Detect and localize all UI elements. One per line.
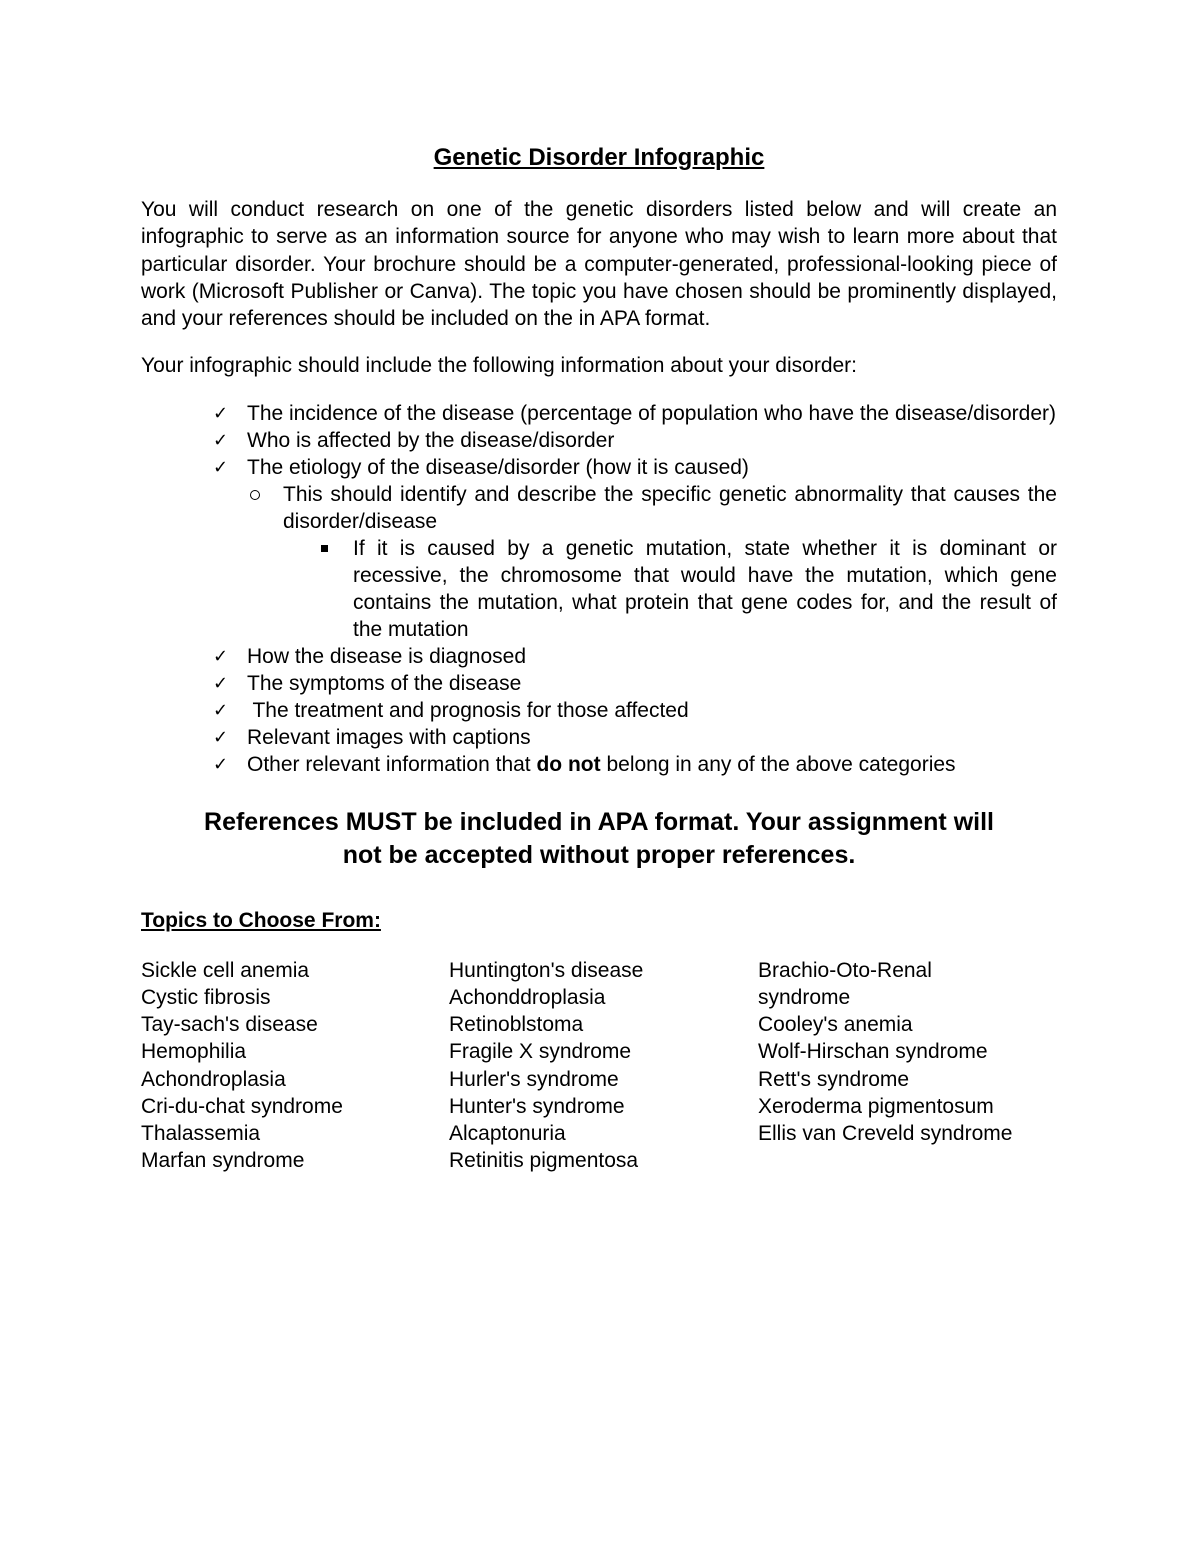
topic-item: Rett's syndrome	[758, 1067, 910, 1091]
checklist-item-text: Who is affected by the disease/disorder	[247, 428, 615, 452]
topic-item: Sickle cell anemia	[141, 958, 310, 982]
topic-item: Alcaptonuria	[449, 1122, 566, 1145]
topic-item: Hurler's syndrome	[449, 1067, 619, 1091]
checklist-item-text	[247, 751, 1057, 778]
references-warning	[141, 806, 1057, 872]
check-icon: ✓	[213, 699, 229, 721]
requirements-checklist	[141, 400, 1057, 778]
topic-item: Achondroplasia	[141, 1067, 286, 1091]
check-icon: ✓	[213, 456, 229, 478]
checklist-item	[141, 724, 1057, 751]
topic-item: Cri-du-chat syndrome	[141, 1094, 343, 1118]
sub-sub-list	[283, 535, 1057, 643]
topics-column-1	[141, 957, 431, 1175]
checklist-item-text: The incidence of the disease (percentage of population who have the disease/disorder)	[247, 401, 1057, 425]
checklist-item	[141, 454, 1057, 643]
checklist-item-text: How the disease is diagnosed	[247, 644, 527, 668]
check-icon: ✓	[213, 726, 229, 748]
topic-item: Marfan syndrome	[141, 1149, 305, 1173]
warning-line-1: References MUST be included in APA format. Your assignment will	[204, 807, 994, 836]
topic-item: Thalassemia	[141, 1122, 261, 1145]
checklist-item	[141, 751, 1057, 778]
check-icon: ✓	[213, 753, 229, 775]
topic-item: Hemophilia	[141, 1040, 247, 1064]
topic-item: Cystic fibrosis	[141, 985, 271, 1009]
intro-paragraph: You will conduct research on one of the genetic disorders listed below and will create an infographic to serve as an information source for anyone who may wish to learn more about that particular disorder. Your brochure should be a computer-generated, professional-looking piece of work (Microsoft Publisher or Canva). The topic you have chosen should be prominently displayed, and your references should be included on the in APA format.	[141, 198, 1057, 331]
topic-item: Hunter's syndrome	[449, 1094, 625, 1118]
checklist-item	[141, 427, 1057, 454]
sub-list-item	[247, 481, 1057, 643]
topic-item: Achonddroplasia	[449, 985, 606, 1009]
text-after: belong in any of the above categories	[600, 752, 956, 776]
topic-item: Retinoblstoma	[449, 1013, 584, 1037]
topic-item: Xeroderma pigmentosum	[758, 1094, 994, 1118]
topic-item: Retinitis pigmentosa	[449, 1149, 639, 1173]
text-before: Other relevant information that	[247, 752, 537, 776]
topics-column-3	[758, 957, 1058, 1147]
topics-heading: Topics to Choose From:	[141, 908, 381, 932]
document-page	[141, 140, 1057, 1187]
sub-list	[247, 481, 1057, 643]
emphasis-do-not: do not	[536, 752, 601, 776]
checklist-item	[141, 670, 1057, 697]
topic-item: Tay-sach's disease	[141, 1013, 318, 1037]
topics-column-2	[449, 957, 739, 1175]
topic-item: Ellis van Creveld syndrome	[758, 1122, 1013, 1145]
sub-sub-list-item-text: If it is caused by a genetic mutation, state whether it is dominant or recessive, the chromosome that would have the mutation, which gene contains the mutation, what protein that gene codes for, and the result of the mutation	[353, 536, 1057, 641]
check-icon: ✓	[213, 645, 229, 667]
topic-item: Fragile X syndrome	[449, 1040, 632, 1064]
sub-list-item-text: This should identify and describe the specific genetic abnormality that causes the disorder/disease	[283, 482, 1057, 533]
check-icon: ✓	[213, 672, 229, 694]
check-icon: ✓	[213, 402, 229, 424]
page-title: Genetic Disorder Infographic	[433, 144, 765, 171]
topic-item: syndrome	[758, 985, 851, 1009]
checklist-item-text: The treatment and prognosis for those affected	[247, 698, 689, 722]
checklist-item	[141, 643, 1057, 670]
circle-bullet-icon	[250, 490, 260, 500]
topics-columns	[141, 957, 1057, 1187]
topic-item: Brachio-Oto-Renal	[758, 958, 932, 982]
checklist-item	[141, 400, 1057, 427]
square-bullet-icon	[321, 545, 328, 552]
topic-item: Cooley's anemia	[758, 1013, 913, 1037]
check-icon: ✓	[213, 429, 229, 451]
checklist-item-text: The etiology of the disease/disorder (how it is caused)	[247, 455, 749, 479]
topic-item: Wolf-Hirschan syndrome	[758, 1040, 988, 1064]
checklist-item-text: Relevant images with captions	[247, 725, 531, 749]
checklist-item-text: The symptoms of the disease	[247, 671, 522, 695]
lead-paragraph: Your infographic should include the following information about your disorder:	[141, 354, 857, 378]
sub-sub-list-item	[283, 535, 1057, 643]
checklist-item	[141, 697, 1057, 724]
topic-item: Huntington's disease	[449, 958, 644, 982]
warning-line-2: not be accepted without proper references.	[342, 840, 856, 869]
